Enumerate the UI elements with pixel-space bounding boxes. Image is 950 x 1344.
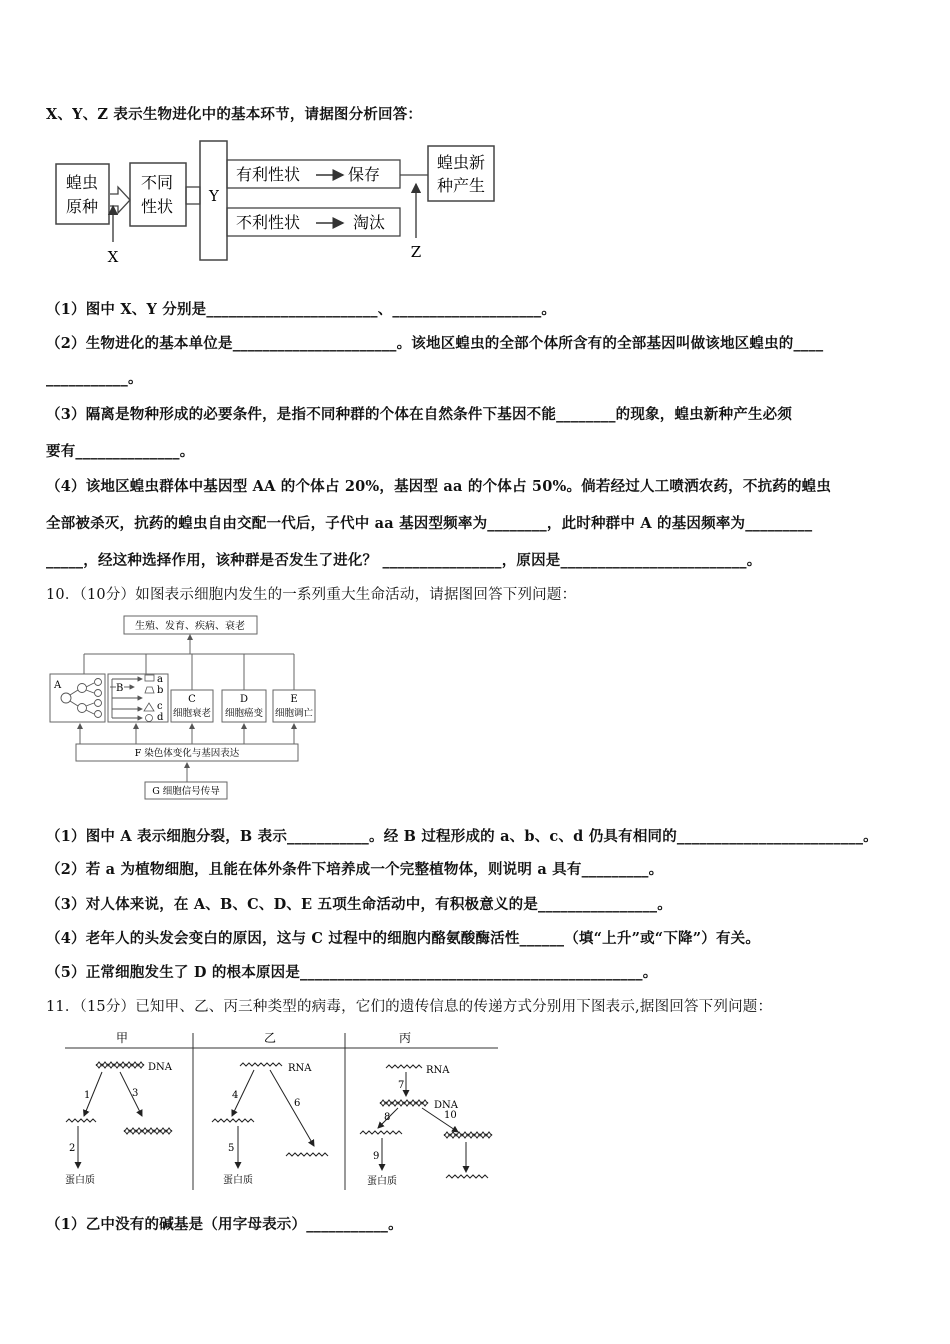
division-tree (61, 679, 102, 718)
jia-protein: 蛋白质 (65, 1175, 95, 1186)
q9-part4-line1: （4）该地区蝗虫群体中基因型 AA 的个体占 20%，基因型 aa 的个体占 50%。倘若经过人工喷洒农药，不抗药的蝗虫 (46, 478, 832, 495)
q9-intro: X、Y、Z 表示生物进化中的基本环节，请据图分析回答： (46, 106, 423, 123)
yi-n6: 6 (294, 1098, 301, 1109)
out-a: a (157, 674, 163, 685)
q10-part2: （2）若 a 为植物细胞，且能在体外条件下培养成一个完整植物体，则说明 a 具有_________。 (46, 861, 664, 878)
header-yi: 乙 (263, 1031, 277, 1045)
jia-n2: 2 (69, 1143, 76, 1154)
q10-part5: （5）正常细胞发生了 D 的根本原因是______________________________________________。 (46, 964, 658, 981)
e-text: 细胞调亡 (274, 708, 314, 719)
q9-part4-line2: 全部被杀灭，抗药的蝗虫自由交配一代后，子代中 aa 基因型频率为________，此时种群中 A 的基因频率为_________ (46, 515, 813, 532)
out-c: c (157, 701, 163, 712)
eliminate-text: 淘汰 (353, 213, 386, 232)
bing-n9: 9 (373, 1151, 380, 1162)
yi-n5: 5 (228, 1143, 235, 1154)
jia-dna-label: DNA (148, 1062, 172, 1073)
preserve-text: 保存 (348, 165, 381, 184)
jia-n3: 3 (132, 1088, 139, 1099)
bing-dna-label: DNA (434, 1100, 458, 1111)
q11-number: 11．（15分） (46, 999, 136, 1015)
q11-title-text: 已知甲、乙、丙三种类型的病毒，它们的遗传信息的传递方式分别用下图表示,据图回答下列问题： (135, 999, 773, 1015)
q10-part4: （4）老年人的头发会变白的原因，这与 C 过程中的细胞内酪氨酸酶活性______（填“上升”或“下降”）有关。 (46, 930, 761, 947)
q9-part3-line2: 要有______________。 (46, 443, 195, 460)
new-species-text-1: 蝗虫新 (436, 153, 486, 172)
b-label: B (116, 683, 124, 694)
outcomes-text: 生殖、发育、疾病、衰老 (135, 621, 245, 632)
yi-n4: 4 (232, 1090, 239, 1101)
q9-part3-line1: （3）隔离是物种形成的必要条件，是指不同种群的个体在自然条件下基因不能________的现象，蝗虫新种产生必须 (46, 406, 793, 423)
q11-part1: （1）乙中没有的碱基是（用字母表示）___________。 (46, 1216, 403, 1233)
label-x: X (107, 248, 119, 266)
q11-title (46, 995, 772, 1016)
bing-n8: 8 (384, 1112, 391, 1123)
q10-title (46, 583, 576, 604)
label-y: Y (209, 187, 219, 205)
c-label: C (188, 694, 196, 705)
q9-part4-line3: _____，经这种选择作用，该种群是否发生了进化？ ________________，原因是_________________________。 (46, 552, 762, 569)
yi-protein: 蛋白质 (223, 1175, 253, 1186)
origin-species-text-2: 原种 (65, 197, 99, 216)
virus-info-diagram (60, 1028, 500, 1193)
new-species-text-2: 种产生 (436, 176, 486, 195)
bing-n10: 10 (444, 1110, 457, 1121)
traits-text-2: 性状 (140, 197, 174, 216)
header-bing: 丙 (398, 1031, 412, 1045)
yi-rna-strand (240, 1063, 282, 1066)
f-text: F 染色体变化与基因表达 (134, 748, 240, 759)
bing-protein: 蛋白质 (367, 1176, 397, 1187)
c-text: 细胞衰老 (172, 708, 212, 719)
origin-species-text-1: 蝗虫 (65, 173, 99, 192)
favorable-text: 有利性状 (236, 165, 301, 184)
jia-n1: 1 (84, 1090, 91, 1101)
q10-title-text: 如图表示细胞内发生的一系列重大生命活动，请据图回答下列问题： (135, 587, 577, 603)
label-z: Z (410, 243, 422, 261)
d-text: 细胞癌变 (224, 708, 264, 719)
d-label: D (239, 694, 249, 705)
traits-text-1: 不同 (140, 173, 174, 192)
a-label: A (54, 680, 62, 691)
q9-part2-line1: （2）生物进化的基本单位是______________________。该地区蝗虫的全部个体所含有的全部基因叫做该地区蝗虫的____ (46, 335, 824, 352)
g-text: G 细胞信号传导 (152, 786, 220, 797)
out-b: b (157, 685, 164, 696)
connector-box (186, 187, 200, 204)
q10-number: 10．（10分） (46, 587, 136, 603)
jia-dna-strand (96, 1062, 144, 1068)
yi-rna-label: RNA (288, 1063, 312, 1074)
header-jia: 甲 (115, 1031, 129, 1045)
out-d: d (157, 712, 164, 723)
bing-rna-label: RNA (426, 1065, 450, 1076)
cell-activity-diagram (46, 612, 314, 802)
bing-rna-strand (386, 1065, 422, 1068)
q10-part1: （1）图中 A 表示细胞分裂，B 表示___________。经 B 过程形成的 a、b、c、d 仍具有相同的_________________________。 (46, 828, 878, 845)
q9-part1: （1）图中 X、Y 分别是_______________________、____________________。 (46, 301, 557, 318)
evolution-diagram (50, 138, 510, 266)
bing-n7: 7 (398, 1080, 405, 1091)
e-label: E (290, 694, 298, 705)
unfavorable-text: 不利性状 (236, 213, 301, 232)
q9-part2-line2: ___________。 (46, 370, 143, 387)
q10-part3: （3）对人体来说，在 A、B、C、D、E 五项生命活动中，有积极意义的是________________。 (46, 896, 672, 913)
bing-dna-strand (380, 1100, 428, 1106)
